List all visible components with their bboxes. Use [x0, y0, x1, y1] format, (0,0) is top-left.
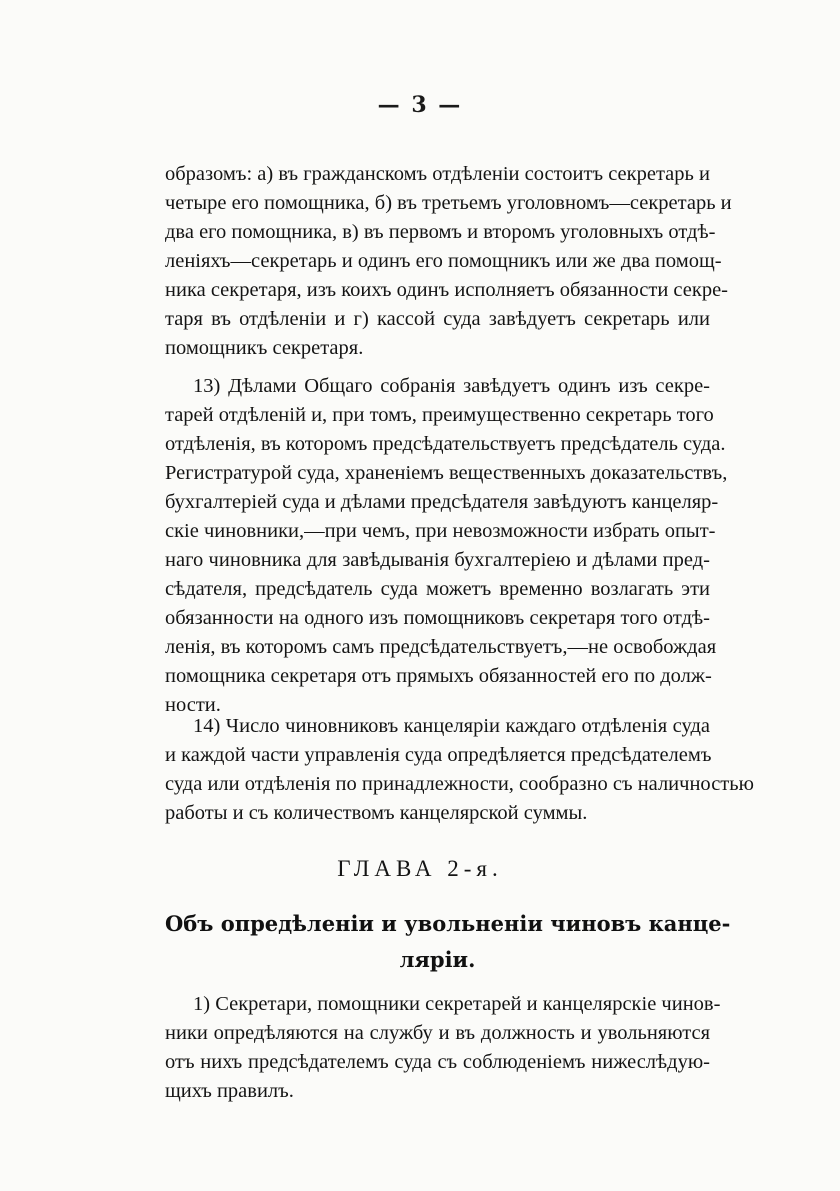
text-line: четыре его помощника, б) въ третьемъ уголовномъ—секретарь и	[165, 192, 732, 214]
text-line: помощника секретаря отъ прямыхъ обязанностей его по долж-	[165, 665, 712, 687]
chapter-heading: ГЛАВА 2-я.	[337, 856, 503, 881]
text-line: скіе чиновники,—при чемъ, при невозможности избрать опыт-	[165, 520, 716, 542]
text-line: щихъ правилъ.	[165, 1080, 294, 1102]
text-line: 13) Дѣлами Общаго собранія завѣдуетъ одинъ изъ секре-	[193, 375, 710, 397]
text-line: сѣдателя, предсѣдатель суда можетъ временно возлагать эти	[165, 578, 710, 600]
text-line: ленія, въ которомъ самъ предсѣдательствуетъ,—не освобождая	[165, 636, 717, 658]
text-line: образомъ: а) въ гражданскомъ отдѣленіи состоитъ секретарь и	[165, 163, 710, 185]
text-line: два его помощника, в) въ первомъ и второмъ уголовныхъ отдѣ-	[165, 221, 716, 243]
text-line: ника секретаря, изъ коихъ одинъ исполняетъ обязанности секре-	[165, 279, 729, 301]
section-title-line: ляріи.	[399, 947, 476, 972]
text-line: и каждой части управленія суда опредѣляется предсѣдателемъ	[165, 744, 712, 766]
text-line: отъ нихъ предсѣдателемъ суда съ соблюденіемъ нижеслѣдую-	[165, 1051, 710, 1073]
text-line: 1) Секретари, помощники секретарей и канцелярскіе чинов-	[193, 993, 721, 1015]
text-line: обязанности на одного изъ помощниковъ секретаря того отдѣ-	[165, 607, 710, 629]
paragraph-chapter2-1	[165, 990, 721, 1106]
text-line: Регистратурой суда, храненіемъ вещественныхъ доказательствъ,	[165, 462, 728, 484]
text-line: помощникъ секретаря.	[165, 337, 364, 359]
page-number: — 3 —	[377, 92, 463, 118]
text-line: отдѣленія, въ которомъ предсѣдательствуетъ предсѣдатель суда.	[165, 433, 726, 455]
text-line: ности.	[165, 694, 221, 716]
text-line: суда или отдѣленія по принадлежности, сообразно съ наличностью	[165, 773, 754, 795]
text-line: наго чиновника для завѣдыванія бухгалтеріею и дѣлами пред-	[165, 549, 710, 571]
text-line: 14) Число чиновниковъ канцеляріи каждаго отдѣленія суда	[193, 715, 710, 737]
text-line: тарей отдѣленій и, при томъ, преимущественно секретарь того	[165, 404, 714, 426]
text-line: бухгалтеріей суда и дѣлами предсѣдателя завѣдуютъ канцеляр-	[165, 491, 719, 513]
paragraph-13	[165, 372, 728, 720]
text-line: ники опредѣляются на службу и въ должность и увольняются	[165, 1022, 710, 1044]
text-line: работы и съ количествомъ канцелярской суммы.	[165, 802, 588, 824]
paragraph-intro	[165, 160, 732, 363]
text-line: леніяхъ—секретарь и одинъ его помощникъ или же два помощ-	[165, 250, 722, 272]
text-line: таря въ отдѣленіи и г) кассой суда завѣдуетъ секретарь или	[165, 308, 710, 330]
section-title	[165, 906, 731, 978]
section-title-line: Объ опредѣленіи и увольненіи чиновъ канце-	[165, 911, 731, 936]
paragraph-14	[165, 712, 754, 828]
